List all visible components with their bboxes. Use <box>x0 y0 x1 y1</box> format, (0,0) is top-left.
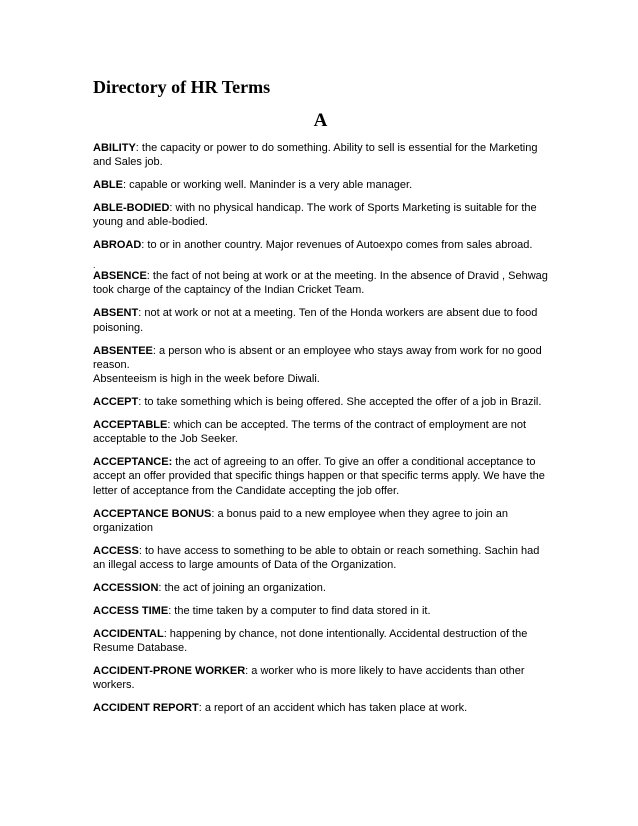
entry-definition: : a report of an accident which has taken place at work. <box>198 702 468 715</box>
entry-definition: : the time taken by a computer to find data stored in it. <box>168 604 431 617</box>
glossary-entry <box>93 581 548 595</box>
entry-term: ACCIDENT REPORT <box>93 702 199 715</box>
entry-term: ACCIDENTAL <box>93 627 164 640</box>
glossary-entry <box>93 701 548 715</box>
glossary-entry <box>93 178 548 192</box>
entry-term: ABLE-BODIED <box>93 202 170 215</box>
glossary-entry <box>93 544 548 573</box>
entry-term: ABSENT <box>93 307 139 320</box>
glossary-entry <box>93 261 548 298</box>
entry-definition: : which can be accepted. The terms of the contract of employment are not acceptable to the Job Seeker. <box>93 418 527 446</box>
entry-term: ACCESS TIME <box>93 604 169 617</box>
entry-definition: the act of agreeing to an offer. To give an offer a conditional acceptance to accept an offer provided that specific things happen or that specific terms apply. We have the letter of acceptance from the Candidate accepting the job offer. <box>93 456 545 497</box>
entry-definition: : the capacity or power to do something. Ability to sell is essential for the Marketing and Sales job. <box>93 142 538 169</box>
entry-term: ABILITY <box>93 142 136 154</box>
entry-term: ABSENTEE <box>93 344 153 357</box>
entry-definition: : to have access to something to be able to obtain or reach something. Sachin had an illegal access to large amounts of Data of the Organization. <box>93 544 540 572</box>
glossary-entry <box>93 664 548 693</box>
entry-definition: : to take something which is being offered. She accepted the offer of a job in Brazil. <box>138 396 542 409</box>
entry-term: ACCEPT <box>93 396 139 409</box>
glossary-entry <box>93 627 548 656</box>
entry-term: ACCEPTANCE BONUS <box>93 507 212 520</box>
glossary-entry <box>93 395 548 409</box>
glossary-entry <box>93 418 548 447</box>
entry-term: ABSENCE <box>93 270 147 283</box>
entry-definition: : a worker who is more likely to have accidents than other workers. <box>93 664 525 692</box>
entry-term: ABROAD <box>93 239 142 252</box>
glossary-entry <box>93 455 548 498</box>
glossary-entry <box>93 604 548 618</box>
glossary-entry <box>93 238 548 252</box>
document-title: Directory of HR Terms <box>93 77 271 97</box>
entry-definition: : the act of joining an organization. <box>158 581 326 594</box>
entry-definition: : happening by chance, not done intentionally. Accidental destruction of the Resume Database. <box>93 627 528 655</box>
section-letter-heading: A <box>313 110 328 131</box>
entry-definition: : a bonus paid to a new employee when they agree to join an organization <box>93 507 508 534</box>
entry-term: ACCESS <box>93 544 139 557</box>
glossary-entry <box>93 507 548 536</box>
entry-term: ABLE <box>93 179 123 192</box>
entry-definition: : the fact of not being at work or at the meeting. In the absence of Dravid , Sehwag took charge of the captaincy of the Indian Cricket Team. <box>93 270 548 297</box>
glossary-entries <box>93 141 548 715</box>
entry-term: ACCIDENT-PRONE WORKER <box>93 664 246 677</box>
entry-definition: : with no physical handicap. The work of Sports Marketing is suitable for the young and able-bodied. <box>93 202 537 229</box>
entry-example: Absenteeism is high in the week before Diwali. <box>93 373 320 386</box>
entry-definition: : not at work or not at a meeting. Ten of the Honda workers are absent due to food poisoning. <box>93 307 538 334</box>
entry-term: ACCEPTANCE: <box>93 456 173 469</box>
entry-definition: : to or in another country. Major revenues of Autoexpo comes from sales abroad. <box>141 239 533 252</box>
stray-mark: . <box>93 260 96 271</box>
entry-term: ACCESSION <box>93 581 159 594</box>
document-page <box>93 76 548 724</box>
entry-definition: : capable or working well. Maninder is a very able manager. <box>122 179 413 192</box>
entry-term: ACCEPTABLE <box>93 418 168 431</box>
glossary-entry <box>93 201 548 230</box>
entry-definition: : a person who is absent or an employee who stays away from work for no good reason. <box>93 344 542 371</box>
glossary-entry <box>93 306 548 335</box>
glossary-entry <box>93 344 548 387</box>
glossary-entry <box>93 141 548 170</box>
